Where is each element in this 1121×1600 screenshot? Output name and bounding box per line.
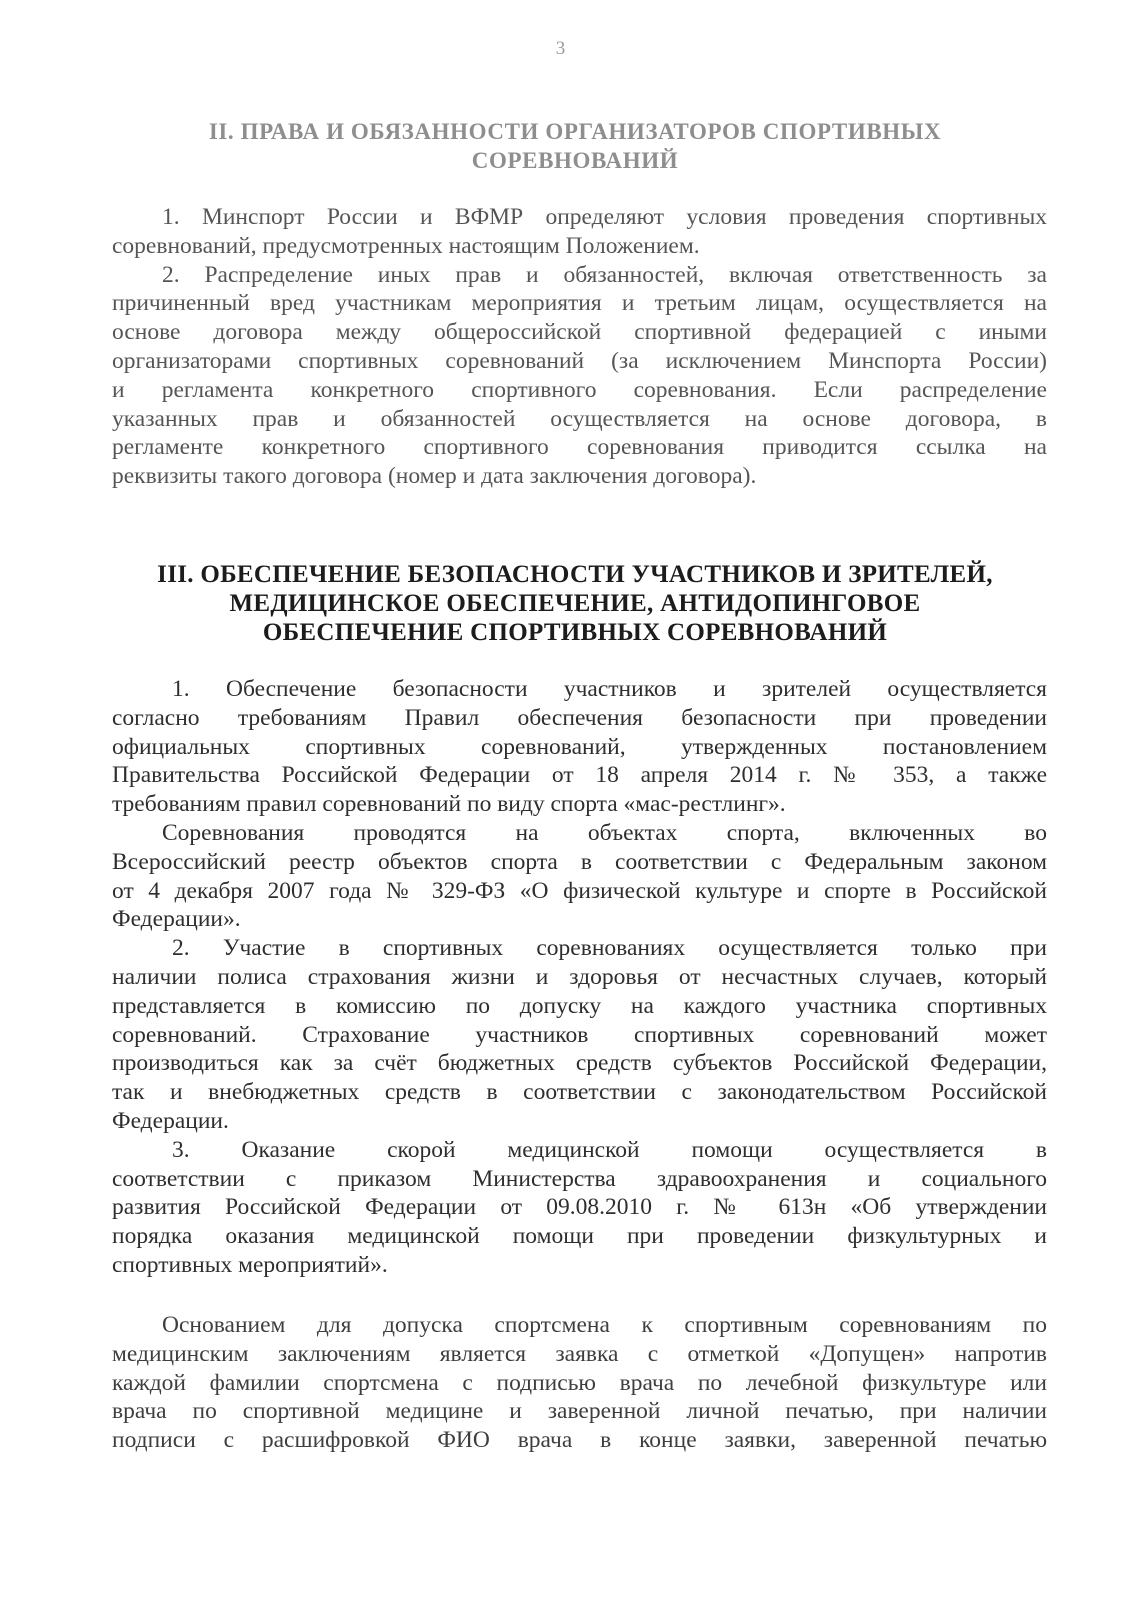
text-line: соответствии с приказом Министерства здравоохранения и социального (112, 1165, 1047, 1192)
text-line: Основанием для допуска спортсмена к спортивным соревнованиям по (162, 1312, 1047, 1338)
text-line: порядка оказания медицинской помощи при проведении физкультурных и (112, 1223, 1047, 1250)
text-line: так и внебюджетных средств в соответствии с законодательством Российской (112, 1079, 1047, 1106)
text-line: 3. Оказание скорой медицинской помощи осуществляется в (172, 1136, 1047, 1163)
text-line: требованиям правил соревнований по виду спорта «мас-рестлинг». (112, 791, 786, 818)
text-line: Всероссийский реестр объектов спорта в соответствии с Федеральным законом (112, 848, 1047, 875)
text-line: медицинским заключениям является заявка с отметкой «Допущен» напротив (112, 1340, 1047, 1367)
text-line: Правительства Российской Федерации от 18 апреля 2014 г. № 353, а также (112, 762, 1047, 789)
text-line: соревнований, предусмотренных настоящим Положением. (112, 232, 700, 259)
text-line: 2. Распределение иных прав и обязанностей, включая ответственность за (162, 261, 1047, 288)
text-line: организаторами спортивных соревнований (за исключением Минспорта России) (112, 347, 1047, 374)
section-2-heading (100, 117, 1050, 175)
text-line: регламенте конкретного спортивного соревнования приводится ссылка на (112, 434, 1047, 461)
text-line: Соревнования проводятся на объектах спорта, включенных во (162, 819, 1047, 846)
text-line: Федерации. (112, 1107, 229, 1134)
text-line: согласно требованиям Правил обеспечения безопасности при проведении (112, 704, 1047, 731)
page-number: 3 (555, 38, 566, 59)
heading-line: МЕДИЦИНСКОЕ ОБЕСПЕЧЕНИЕ, АНТИДОПИНГОВОЕ (229, 590, 921, 617)
heading-line: ОБЕСПЕЧЕНИЕ СПОРТИВНЫХ СОРЕВНОВАНИЙ (262, 619, 888, 646)
section-3-body (112, 675, 1047, 1280)
text-line: 1. Минспорт России и ВФМР определяют условия проведения спортивных (162, 204, 1047, 230)
section-3-body-continued (112, 1311, 1047, 1455)
text-line: от 4 декабря 2007 года № 329-ФЗ «О физической культуре и спорте в Российской (112, 877, 1047, 904)
text-line: врача по спортивной медицине и заверенной личной печатью, при наличии (112, 1398, 1047, 1425)
text-line: 1. Обеспечение безопасности участников и зрителей осуществляется (172, 676, 1047, 702)
text-line: официальных спортивных соревнований, утвержденных постановлением (112, 733, 1047, 760)
section-3-heading (100, 560, 1050, 647)
text-line: производиться как за счёт бюджетных средств субъектов Российской Федерации, (112, 1050, 1047, 1077)
section-2-body (112, 203, 1047, 491)
text-line: 2. Участие в спортивных соревнованиях осуществляется только при (172, 935, 1047, 962)
text-line: наличии полиса страхования жизни и здоровья от несчастных случаев, который (112, 963, 1047, 990)
text-line: реквизиты такого договора (номер и дата заключения договора). (112, 463, 757, 490)
text-line: каждой фамилии спортсмена с подписью врача по лечебной физкультуре или (112, 1369, 1047, 1396)
text-line: указанных прав и обязанностей осуществляется на основе договора, в (112, 405, 1047, 432)
text-line: Федерации». (112, 906, 241, 933)
heading-line: II. ПРАВА И ОБЯЗАННОСТИ ОРГАНИЗАТОРОВ СПОРТИВНЫХ (208, 119, 942, 144)
text-line: и регламента конкретного спортивного соревнования. Если распределение (112, 376, 1047, 403)
text-line: соревнований. Страхование участников спортивных соревнований может (112, 1021, 1047, 1048)
text-line: спортивных мероприятий». (112, 1251, 388, 1278)
text-line: основе договора между общероссийской спортивной федерацией с иными (112, 319, 1047, 346)
heading-line: III. ОБЕСПЕЧЕНИЕ БЕЗОПАСНОСТИ УЧАСТНИКОВ И ЗРИТЕЛЕЙ, (157, 561, 993, 588)
text-line: причиненный вред участникам мероприятия и третьим лицам, осуществляется на (112, 290, 1047, 317)
text-line: представляется в комиссию по допуску на каждого участника спортивных (112, 992, 1047, 1019)
heading-line: СОРЕВНОВАНИЙ (471, 148, 679, 173)
text-line: развития Российской Федерации от 09.08.2010 г. № 613н «Об утверждении (112, 1194, 1047, 1221)
text-line: подписи с расшифровкой ФИО врача в конце заявки, заверенной печатью (112, 1427, 1047, 1454)
